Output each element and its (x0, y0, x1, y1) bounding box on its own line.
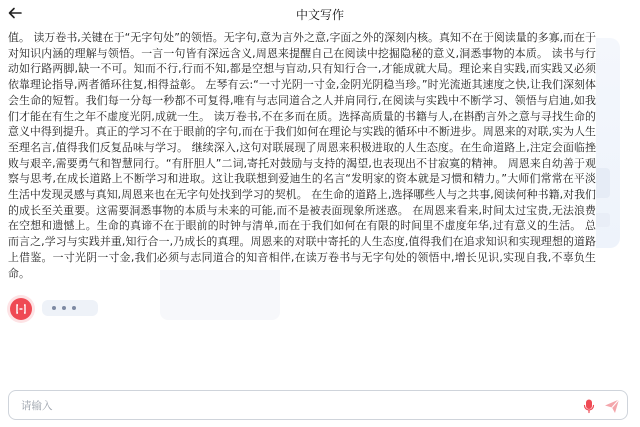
top-bar (0, 0, 640, 28)
typing-dot (72, 306, 76, 310)
article-text: 值。 读万卷书,关键在于“无字句处”的领悟。无字句,意为言外之意,字面之外的深刻内核。真知不在于阅读量的多寡,而在于对知识内涵的理解与领悟。一言一句皆有深远含义,周恩来提醒自己在阅读中挖掘隐秘的意义,洞悉事物的本质。 读书与行动如行路两脚,缺一不可。知而不行,行而不知,都是空想与盲动,只有知行合一,才能成就大局。理论来自实践,而实践又必须依靠理论指导,两者循环往复,相得益彰。 左琴有云:“一寸光阴一寸金,金阴光阴稳当珍。”时光流逝其速度之快,让我们深刻体会生命的短暂。我们每一分每一秒都不可复得,唯有与志同道合之人并肩同行,在阅读与实践中不断学习、领悟与启迪,如我们才能在有生之年不虚度光阴,成就一生。 读万卷书,不在多而在质。选择高质量的书籍与人,在斟酌言外之意与寻找生命的意义中得到提升。真正的学习不在于眼前的字句,而在于我们如何在理论与实践的循环中不断进步。周恩来的对联,实为人生至理名言,值得我们反复品味与学习。 继续深入,这句对联展现了周恩来积极进取的人生态度。在生命道路上,注定会面临挫败与艰辛,需要勇气和智慧同行。“有肝胆人”二词,寄托对鼓励与支持的渴望,也表现出不甘寂寞的精神。 周恩来自幼善于观察与思考,在成长道路上不断学习和进取。这让我联想到爱迪生的名言“发明家的资本就是习惯和精力。”大师们常常在平淡生活中发现灵感与真知,周恩来也在无字句处找到学习的契机。 在生命的道路上,选择哪些人与之共事,阅读何种书籍,对我们的成长至关重要。这需要洞悉事物的本质与未来的可能,而不是被表面现象所迷惑。 在周恩来看来,时间太过宝贵,无法浪费在空想和遗憾上。生命的真谛不在于眼前的时钟与清单,而在于我们如何在有限的时间里不虚度年华,过有意义的生活。 总而言之,学习与实践并重,知行合一,乃成长的真理。周恩来的对联中寄托的人生态度,值得我们在追求知识和实现理想的道路上借鉴。一寸光阴一寸金,我们必须与志同道合的知音相伴,在读万卷书与无字句处的领悟中,增长见识,实现自我,不辜负生命。 (8, 31, 596, 280)
assistant-logo-icon (10, 298, 32, 320)
article-container (8, 30, 596, 280)
composer-bar (8, 390, 628, 420)
typing-dot (52, 306, 56, 310)
typing-indicator (42, 300, 98, 316)
typing-dot (62, 306, 66, 310)
microphone-icon[interactable] (581, 398, 597, 414)
send-icon[interactable] (603, 397, 621, 415)
page-title: 中文写作 (295, 8, 344, 22)
message-input[interactable] (19, 397, 563, 415)
